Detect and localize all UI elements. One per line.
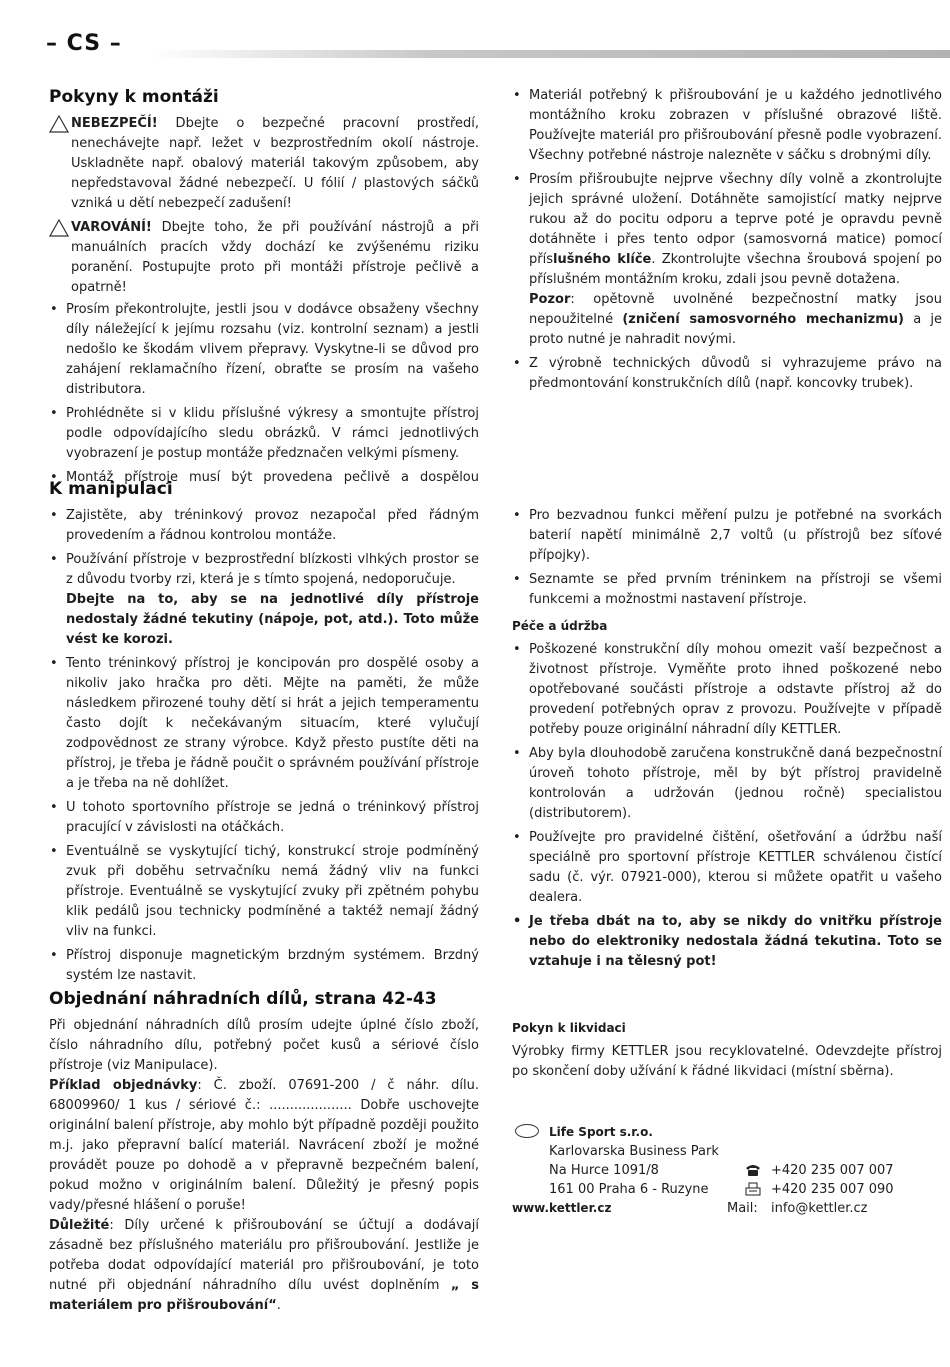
manipulace-section-left: [49, 478, 479, 990]
montaz-list-right: [512, 86, 942, 394]
company-logo-icon: [515, 1124, 539, 1138]
fax-icon: [745, 1182, 761, 1196]
list-item-bold: Dbejte na to, aby se na jednotlivé díly přístroje nedostaly žádné tekutiny (nápoje, pot, atd.). Toto může vést ke korozi.: [66, 592, 479, 647]
list-item-text: Materiál potřebný k přišroubování je u každého jednotlivého montážního kroku zobrazen v příslušné obrazové liště. Používejte materiál pro přišroubování přesně podle vyobrazení. Všechny potřebné nástroje nalezněte v sáčku s drobnými díly.: [529, 88, 942, 163]
montaz-section-right: [512, 86, 942, 398]
danger-label: NEBEZPEČÍ!: [71, 116, 158, 131]
phone-icon: [745, 1163, 761, 1177]
warning-triangle-icon: [49, 115, 69, 133]
list-item: • Aby byla dlouhodobě zaručena konstrukčně daná bezpečnostní úroveň tohoto přístroje, měl by být přístroj pravidelně kontrolován a udržován (jednou ročně) specialistou (distributorem).: [512, 744, 942, 824]
montaz-list-left: [49, 300, 479, 488]
objednani-section: [49, 988, 479, 1316]
list-item: • Montáž přístroje musí být provedena pečlivě a dospělou: [49, 468, 479, 488]
address-line: Karlovarska Business Park: [549, 1144, 719, 1159]
caution-warning: [49, 218, 479, 298]
example-text: : Č. zboží. 07691-200 / č náhr. dílu. 68009960/ 1 kus / sériové č.: .................... Dobře uschovejte originální balení přístroje, aby mohlo být případně později použito m.j. jako přepravní balící materiál. Navrácení zboží je možné provádět pouze po dohodě a v přepravně bezpečném balení, pokud možno v originálním balení. Důležitý je přesný popis vady/přesné hlášení o poruše!: [49, 1078, 479, 1213]
list-item-bold: lušného klíče: [552, 252, 652, 267]
pozor-label: Pozor: [529, 292, 571, 307]
list-item: • Z výrobně technických důvodů si vyhrazujeme právo na předmontování konstrukčních dílů (např. koncovky trubek).: [512, 354, 942, 394]
mail-label: Mail:: [727, 1201, 758, 1216]
list-item: • Pro bezvadnou funkci měření pulzu je potřebné na svorkách baterií napětí minimálně 2,7 voltů (u přístrojů bez síťové přípojky).: [512, 506, 942, 566]
objednani-example: [49, 1076, 479, 1216]
manipulace-list-right: [512, 506, 942, 610]
list-item: • Přístroj disponuje magnetickým brzdným systémem. Brzdný systém lze nastavit.: [49, 946, 479, 986]
list-item: • Prosím překontrolujte, jestli jsou v dodávce obsaženy všechny díly náležející k jejímu rozsahu (viz. kontrolní seznam) a jestli nedošlo ke škodám vlivem přepravy. Vyskytne-li se důvod pro zahájení reklamačního řízení, obraťte se prosím na vašeho distributora.: [49, 300, 479, 400]
caution-label: VAROVÁNÍ!: [71, 220, 152, 235]
pozor-text: : opětovně uvolněné bezpečnostní matky jsou nepoužitelné: [529, 292, 942, 327]
warning-triangle-icon: [49, 219, 69, 237]
list-item: • Zajistěte, aby tréninkový provoz nezapočal před řádným provedením a řádnou kontrolou montáže.: [49, 506, 479, 546]
caution-text: Dbejte toho, že při používání nástrojů a při manuálních pracích vždy dochází ke zvýšenému riziku poranění. Postupujte proto při montáži přístroje pečlivě a opatrně!: [71, 220, 479, 295]
manipulace-title: K manipulaci: [49, 479, 173, 499]
list-item: • Je třeba dbát na to, aby se nikdy do vnitřku přístroje nebo do elektroniky nedostala žádná tekutina. Toto se vztahuje i na tělesný pot!: [512, 912, 942, 972]
montaz-title: Pokyny k montáži: [49, 87, 219, 107]
list-item: [512, 86, 942, 166]
list-item: • Seznamte se před prvním tréninkem na přístroji se všemi funkcemi a možnostmi nastavení přístroje.: [512, 570, 942, 610]
important-end: .: [276, 1298, 281, 1313]
language-label: – CS –: [46, 31, 122, 56]
pozor-note: [529, 290, 942, 350]
list-item: • Tento tréninkový přístroj je koncipován pro dospělé osoby a nikoliv jako hračka pro děti. Mějte na paměti, že může následkem přirozené touhy dětí si hrát a jejich temperamentu často dojít k nečekávaným situacím, které vylučují zodpovědnost ze strany výrobce. Když přesto pustíte děti na přístroj, je třeba je řádně poučit o správném používání přístroje a je třeba na ně dohlížet.: [49, 654, 479, 794]
pozor-bold: (zničení samosvorného mechanizmu): [622, 312, 904, 327]
list-item: • U tohoto sportovního přístroje se jedná o tréninkový přístroj pracující v závislosti na otáčkách.: [49, 798, 479, 838]
list-item-text: Prosím přišroubujte nejprve všechny díly volně a zkontrolujte jejich správné uložení. Dotáhněte samojistící matky nejprve rukou až do pocitu odporu a teprve poté je opravdu pevně dotáhněte i přes tento odpor (samosvorná matice) pomocí přís: [529, 172, 942, 267]
list-item: [512, 170, 942, 350]
address-line: 161 00 Praha 6 - Ruzyne: [549, 1182, 709, 1197]
objednani-intro: Při objednání náhradních dílů prosím udejte úplné číslo zboží, číslo náhradního dílu, potřebný počet kusů a sériové číslo přístroje (viz Manipulace).: [49, 1018, 479, 1073]
list-item: • Poškozené konstrukční díly mohou omezit vaší bezpečnost a životnost přístroje. Vyměňte proto ihned poškozené nebo opotřebované součásti přístroje a odstavte přístroj až do provedení potřebných oprav z provozu. Používejte v případě potřeby pouze originální náhradní díly KETTLER.: [512, 640, 942, 740]
danger-text: Dbejte o bezpečné pracovní prostředí, nenechávejte např. ležet v bezprostředním okolí nástroje. Uskladněte např. obalový materiál takovým způsobem, aby nepředstavoval žádné nebezpečí. U fólií / plastových sáčků vzniká u dětí nebezpečí zadušení!: [71, 116, 479, 211]
manipulace-section-right: [512, 506, 942, 976]
page-header: [46, 31, 122, 57]
mail-address[interactable]: info@kettler.cz: [771, 1201, 868, 1216]
care-list: [512, 640, 942, 972]
danger-warning: [49, 114, 479, 214]
list-item: • Eventuálně se vyskytující tichý, konstrukcí stroje podmíněný zvuk při doběhu setrvačníku nemá žádný vliv na funkci přístroje. Eventuálně se vyskytující zvuky při zpětném pohybu klik pedálů jsou technicky podmíněné a taktéž nemají žádný vliv na funkci.: [49, 842, 479, 942]
list-item-text: . Zkontrolujte všechna šroubová spojení po příslušném montážním kroku, zdali jsou pevně dotažena.: [529, 252, 942, 287]
objednani-title: Objednání náhradních dílů, strana 42-43: [49, 989, 437, 1009]
pozor-text: a je proto nutné je nahradit novými.: [529, 312, 943, 347]
fax-number: +420 235 007 090: [771, 1182, 894, 1197]
likvidace-text: Výrobky firmy KETTLER jsou recyklovatelné. Odevzdejte přístroj po skončení doby užívání k řádné likvidaci (místní sběrna).: [512, 1044, 942, 1079]
important-bold: „ s materiálem pro přišroubování“: [49, 1278, 479, 1313]
company-name: Life Sport s.r.o.: [549, 1125, 653, 1139]
website-link[interactable]: www.kettler.cz: [512, 1201, 612, 1215]
likvidace-title: Pokyn k likvidaci: [512, 1021, 626, 1035]
header-bar: [150, 50, 950, 58]
care-title: Péče a údržba: [512, 619, 608, 633]
phone-number: +420 235 007 007: [771, 1163, 894, 1178]
manipulace-list-left: [49, 506, 479, 986]
example-label: Příklad objednávky: [49, 1078, 198, 1093]
important-text: : Díly určené k přišroubování se účtují a dodávají zásadně bez příslušného materiálu pro přišroubování. Jestliže je potřeba dodat odpovídající materiál pro přišroubování, je toto nutné při objednání náhradního dílu uvést doplněním: [49, 1218, 479, 1293]
objednani-important: [49, 1216, 479, 1316]
list-item-text: Používání přístroje v bezprostřední blízkosti vlhkých prostor se z důvodu tvorby rzi, která je s tímto spojená, nedoporučuje.: [66, 552, 479, 587]
montaz-section-left: [49, 86, 479, 492]
likvidace-section: [512, 1018, 942, 1082]
list-item: • Používejte pro pravidelné čištění, ošetřování a údržbu naší speciálně pro sportovní přístroje KETTLER schválenou čistící sadu (č. výr. 07921-000), kterou si můžete opatřit u vašeho dealera.: [512, 828, 942, 908]
address-line: Na Hurce 1091/8: [549, 1163, 659, 1178]
list-item: [49, 550, 479, 650]
list-item: • Prohlédněte si v klidu příslušné výkresy a smontujte přístroj podle odpovídajícího sledu obrázků. V rámci jednotlivých vyobrazení je postup montáže předznačen velkými písmeny.: [49, 404, 479, 464]
important-label: Důležité: [49, 1218, 110, 1233]
